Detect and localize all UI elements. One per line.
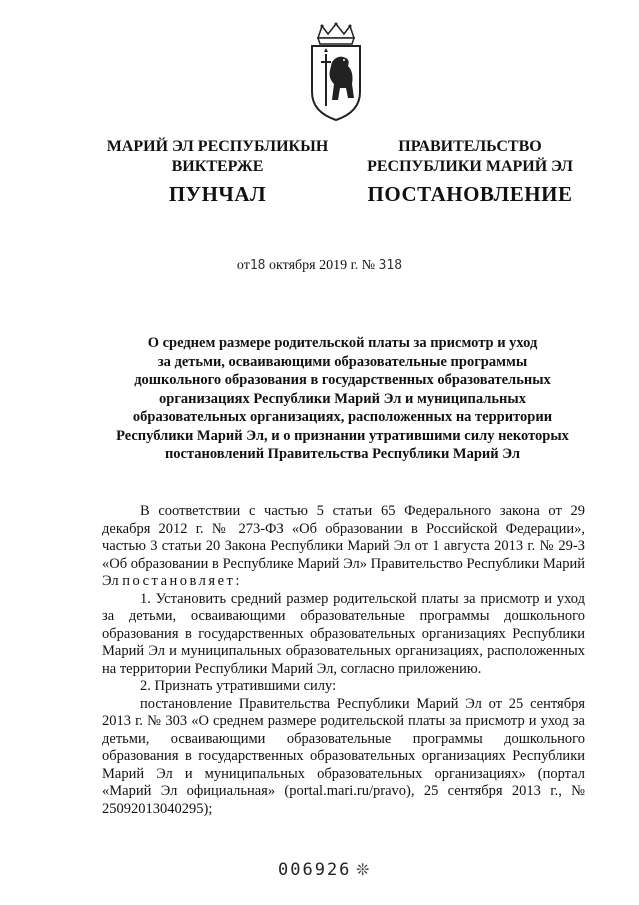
header-right-line2: РЕСПУБЛИКИ МАРИЙ ЭЛ [367,158,573,175]
title-line: организациях Республики Марий Эл и муниципальных [159,390,526,407]
document-date-line [0,258,639,274]
header-left-line2: ВИКТЕРЖЕ [171,158,264,175]
title-line: дошкольного образования в государственных образовательных [134,372,551,388]
document-title [100,334,585,464]
header-left-line1: МАРИЙ ЭЛ РЕСПУБЛИКЫН [106,138,329,155]
title-line: постановлений Правительства Республики Марий Эл [164,446,521,462]
serial-number: 006926 [278,860,352,880]
intro-text: В соответствии с частью 5 статьи 65 Федерального закона от 29 декабря 2012 г. № 273-ФЗ «Об образовании в Российской Федерации», частью 3 статьи 20 Закона Республики Марий Эл от 1 августа 2013 г. № 29-З «Об образовании в Республике Марий Эл» Правительство Республики Марий Эл [102,503,585,589]
header-right-doc-type: ПОСТАНОВЛЕНИЕ [367,182,573,206]
title-line: О среднем размере родительской платы за присмотр и уход [147,335,538,351]
header-right-line1: ПРАВИТЕЛЬСТВО [398,138,542,155]
decree-word: постановляет: [122,573,242,589]
document-number: 318 [378,258,403,273]
header-left-doc-type: ПУНЧАЛ [168,182,267,206]
title-line: за детьми, осваивающими образовательные программы [157,353,528,370]
date-day: 18 [249,258,266,273]
document-body [102,503,585,818]
date-month-year: октября 2019 г. № [269,258,376,273]
body-item-2: 2. Признать утратившими силу: [140,678,337,694]
body-item-2-sub: постановление Правительства Республики Марий Эл от 25 сентября 2013 г. № 303 «О среднем размере родительской платы за присмотр и уход за детьми, осваивающими образовательные программы дошкольного образования в государственных образовательных организациях Республики Марий Эл и муниципальных образовательных организациях» (портал «Марий Эл официальная» (portal.mari.ru/pravo), 25 сентября 2013 г., № 25092013040295); [102,695,585,817]
date-prefix: от [236,258,250,273]
body-intro [102,503,585,591]
coat-of-arms-icon [304,22,368,122]
body-item-1: 1. Установить средний размер родительской платы за присмотр и уход за детьми, осваивающими образовательные программы дошкольного образования в государственных образовательных организациях Республики Марий Эл и муниципальных образовательных организациях, расположенных на территории Республики Марий Эл, согласно приложению. [102,590,585,677]
ornament-icon: ❊ [356,862,370,879]
title-line: Республики Марий Эл, и о признании утратившими силу некоторых [116,427,569,444]
title-line: образовательных организациях, расположенных на территории [132,409,553,425]
